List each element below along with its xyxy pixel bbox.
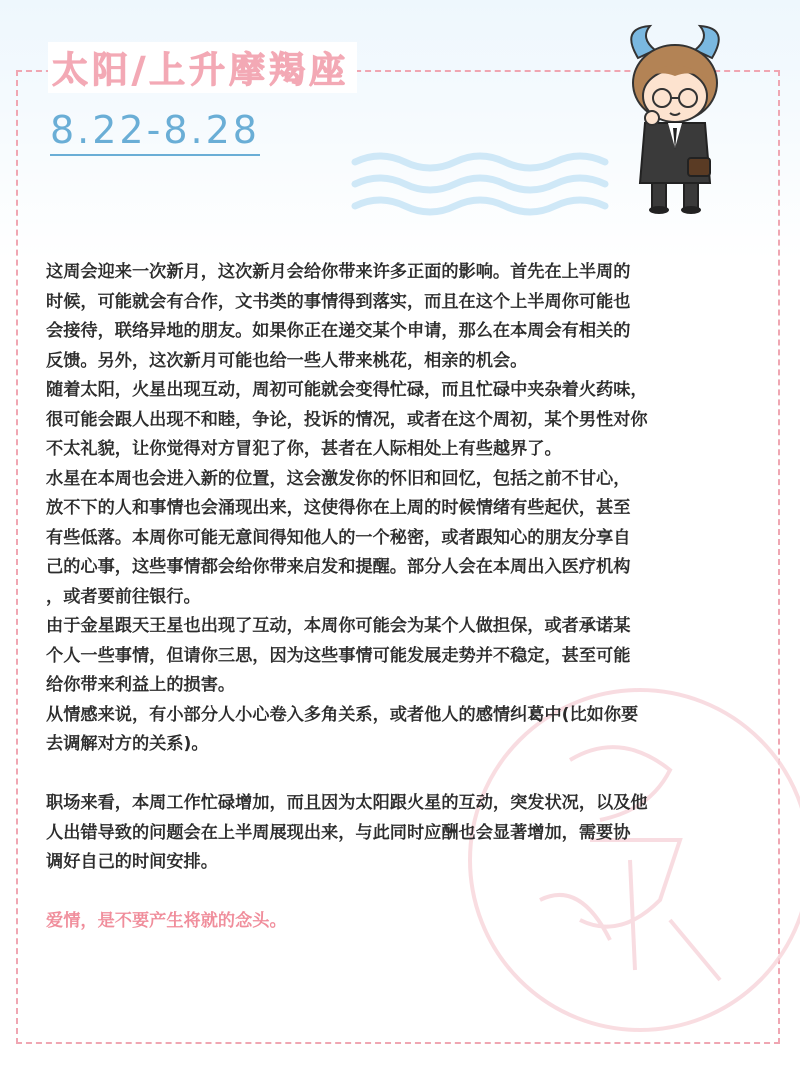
wave-lines-icon [350, 150, 620, 220]
horoscope-body [46, 258, 758, 937]
capricorn-mascot-icon [610, 18, 740, 218]
paragraph-career: 职场来看，本周工作忙碌增加，而且因为太阳跟火星的互动，突发状况，以及他 人出错导致的问题会在上半周展现出来，与此同时应酬也会显著增加，需要协 调好自己的时间安排。 [46, 793, 648, 872]
paragraph-emotion: 从情感来说，有小部分人小心卷入多角关系，或者他人的感情纠葛中(比如你要 去调解对方的关系)。 [46, 704, 639, 754]
paragraph-venus-uranus: 由于金星跟天王星也出现了互动，本周你可能会为某个人做担保，或者承诺某 个人一些事情，但请你三思，因为这些事情可能发展走势并不稳定，甚至可能 给你带来利益上的损害。 [46, 616, 631, 695]
paragraph-new-moon: 这周会迎来一次新月，这次新月会给你带来许多正面的影响。首先在上半周的 时候，可能就会有合作，文书类的事情得到落实，而且在这个上半周你可能也 会接待，联络异地的朋友。如果你正在递交某个申请，那么在本周会有相关的 反馈。另外，这次新月可能也给一些人带来桃花，相亲的机会。 [46, 262, 631, 371]
page-title: 太阳/上升摩羯座 [48, 42, 357, 93]
paragraph-mercury: 水星在本周也会进入新的位置，这会激发你的怀旧和回忆，包括之前不甘心， 放不下的人和事情也会涌现出来，这使得你在上周的时候情绪有些起伏，甚至 有些低落。本周你可能无意间得知他人的一个秘密，或者跟知心的朋友分享自 己的心事，这些事情都会给你带来启发和提醒。部分人会在本周出入医疗机构 ，或者要前往银行。 [46, 468, 631, 607]
spacer [46, 878, 758, 908]
spacer [46, 760, 758, 790]
love-tip: 爱情，是不要产生将就的念头。 [46, 911, 287, 931]
paragraph-sun-mars: 随着太阳，火星出现互动，周初可能就会变得忙碌，而且忙碌中夹杂着火药味， 很可能会跟人出现不和睦，争论，投诉的情况，或者在这个周初，某个男性对你 不太礼貌，让你觉得对方冒犯了你，甚者在人际相处上有些越界了。 [46, 380, 648, 459]
date-range: 8.22-8.28 [50, 108, 260, 156]
